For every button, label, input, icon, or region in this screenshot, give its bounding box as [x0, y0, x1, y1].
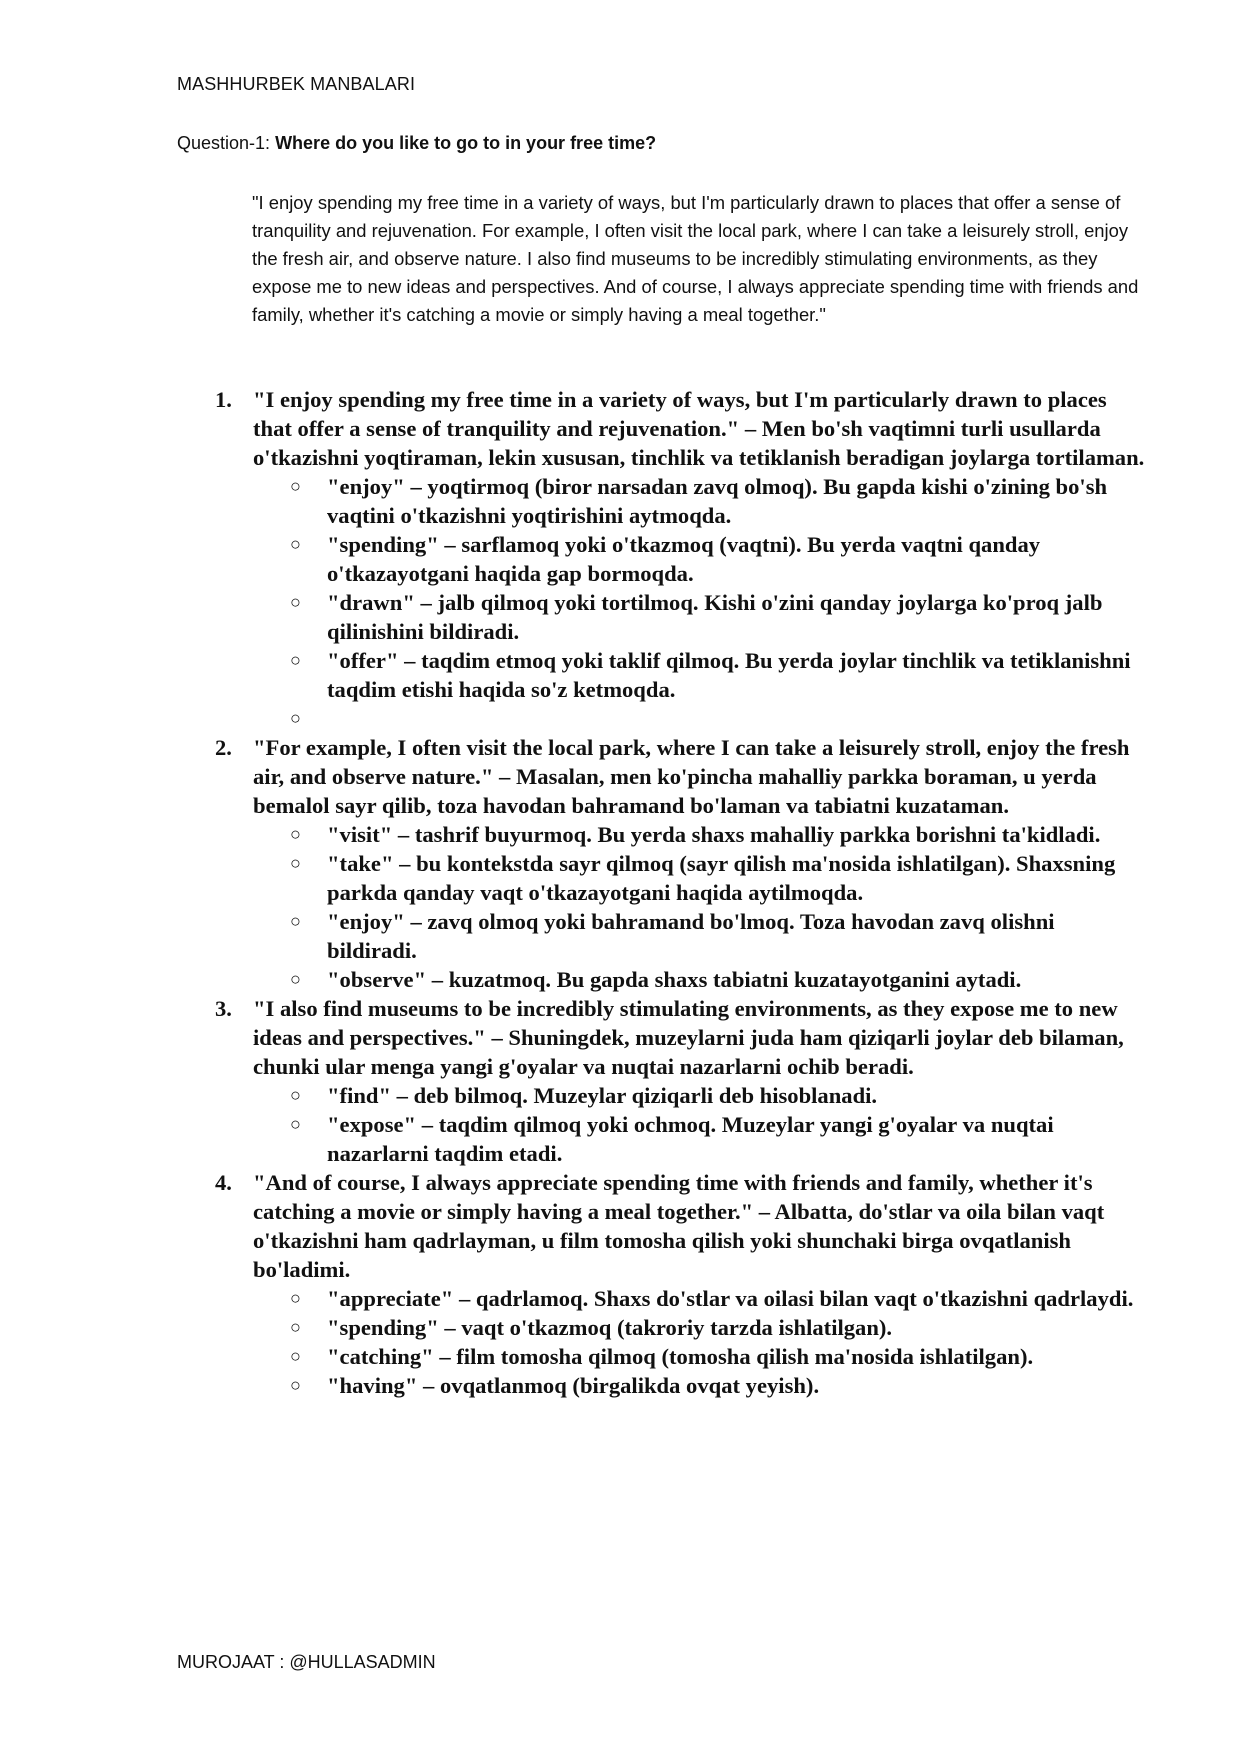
vocabulary-item: ○ "enjoy" – yoqtirmoq (biror narsadan zavq olmoq). Bu gapda kishi o'zining bo'sh vaqtini o'tkazishni yoqtirishini aytmoqda. — [290, 474, 1108, 528]
vocabulary-list — [253, 820, 1148, 994]
circle-bullet-icon: ○ — [290, 534, 301, 554]
item-text: "I enjoy spending my free time in a variety of ways, but I'm particularly drawn to places that offer a sense of tranquility and rejuvenation." – Men bo'sh vaqtimni turli usullarda o'tkazishni yoqtiraman, lekin xususan, tinchlik va tetiklanish beradigan joylarga tortilaman. — [253, 387, 1145, 470]
vocabulary-item: ○ "spending" – sarflamoq yoki o'tkazmoq (vaqtni). Bu yerda vaqtni qanday o'tkazayotgani haqida gap bormoqda. — [290, 532, 1041, 586]
circle-bullet-icon: ○ — [290, 592, 301, 612]
vocabulary-item: ○ "observe" – kuzatmoq. Bu gapda shaxs tabiatni kuzatayotganini aytadi. — [290, 967, 1022, 992]
list-item — [0, 385, 1240, 733]
circle-bullet-icon: ○ — [290, 1346, 301, 1366]
circle-bullet-icon: ○ — [290, 1114, 301, 1134]
item-number: 4. — [215, 1170, 232, 1195]
vocabulary-item: ○ "appreciate" – qadrlamoq. Shaxs do'stlar va oilasi bilan vaqt o'tkazishni qadrlaydi. — [290, 1286, 1134, 1311]
circle-bullet-icon: ○ — [290, 1317, 301, 1337]
vocabulary-item: ○ "find" – deb bilmoq. Muzeylar qiziqarli deb hisoblanadi. — [290, 1083, 878, 1108]
circle-bullet-icon: ○ — [290, 1288, 301, 1308]
question-text: Where do you like to go to in your free time? — [275, 133, 657, 153]
list-item — [0, 733, 1240, 994]
question-label: Question-1: — [177, 133, 276, 153]
list-item — [0, 994, 1240, 1168]
vocabulary-item: ○ "drawn" – jalb qilmoq yoki tortilmoq. Kishi o'zini qanday joylarga ko'proq jalb qilinishini bildiradi. — [290, 590, 1103, 644]
vocabulary-item: ○ "offer" – taqdim etmoq yoki taklif qilmoq. Bu yerda joylar tinchlik va tetiklanishni taqdim etishi haqida so'z ketmoqda. — [290, 648, 1131, 702]
vocabulary-item: ○ "enjoy" – zavq olmoq yoki bahramand bo'lmoq. Toza havodan zavq olishni bildiradi. — [290, 909, 1055, 963]
vocabulary-item: ○ "expose" – taqdim qilmoq yoki ochmoq. Muzeylar yangi g'oyalar va nuqtai nazarlarni taqdim etadi. — [290, 1112, 1054, 1166]
circle-bullet-icon: ○ — [290, 824, 301, 844]
circle-bullet-icon: ○ — [290, 853, 301, 873]
circle-bullet-icon: ○ — [290, 1375, 301, 1395]
vocabulary-list — [253, 472, 1148, 733]
list-item — [0, 1168, 1240, 1400]
circle-bullet-icon: ○ — [290, 1085, 301, 1105]
vocabulary-item: ○ "visit" – tashrif buyurmoq. Bu yerda shaxs mahalliy parkka borishni ta'kidladi. — [290, 822, 1101, 847]
vocabulary-item: ○ "having" – ovqatlanmoq (birgalikda ovqat yeyish). — [290, 1373, 820, 1398]
page-header: MASHHURBEK MANBALARI — [177, 74, 416, 94]
vocabulary-item: ○ "catching" – film tomosha qilmoq (tomosha qilish ma'nosida ishlatilgan). — [290, 1344, 1034, 1369]
vocabulary-list — [253, 1081, 1148, 1168]
circle-bullet-icon: ○ — [290, 969, 301, 989]
vocabulary-item-empty — [253, 704, 1148, 733]
item-text: "For example, I often visit the local park, where I can take a leisurely stroll, enjoy the fresh air, and observe nature." – Masalan, men ko'pincha mahalliy parkka boraman, u yerda bemalol sayr qilib, toza havodan bahramand bo'laman va tabiatni kuzataman. — [253, 735, 1130, 818]
sentence-breakdown-list — [0, 385, 1240, 1400]
item-text: "I also find museums to be incredibly stimulating environments, as they expose me to new ideas and perspectives." – Shuningdek, muzeylarni juda ham qiziqarli joylar deb bilaman, chunki ular menga yangi g'oyalar va nuqtai nazarlarni ochib beradi. — [253, 996, 1124, 1079]
vocabulary-list — [253, 1284, 1148, 1400]
intro-answer-paragraph: "I enjoy spending my free time in a variety of ways, but I'm particularly drawn to places that offer a sense of tranquility and rejuvenation. For example, I often visit the local park, where I can take a leisurely stroll, enjoy the fresh air, and observe nature. I also find museums to be incredibly stimulating environments, as they expose me to new ideas and perspectives. And of course, I always appreciate spending time with friends and family, whether it's catching a movie or simply having a meal together." — [252, 192, 1139, 325]
page-footer: MUROJAAT : @HULLASADMIN — [177, 1652, 436, 1672]
question-heading — [177, 133, 656, 154]
item-number: 3. — [215, 996, 232, 1021]
item-number: 1. — [215, 387, 232, 412]
item-text: "And of course, I always appreciate spending time with friends and family, whether it's catching a movie or simply having a meal together." – Albatta, do'stlar va oila bilan vaqt o'tkazishni ham qadrlayman, u film tomosha qilish yoki shunchaki birga ovqatlanish bo'ladimi. — [253, 1170, 1105, 1282]
vocabulary-item: ○ "take" – bu kontekstda sayr qilmoq (sayr qilish ma'nosida ishlatilgan). Shaxsning parkda qanday vaqt o'tkazayotgani haqida aytilmoqda. — [290, 851, 1116, 905]
circle-bullet-icon: ○ — [290, 708, 301, 728]
circle-bullet-icon: ○ — [290, 650, 301, 670]
vocabulary-item: ○ "spending" – vaqt o'tkazmoq (takroriy tarzda ishlatilgan). — [290, 1315, 893, 1340]
circle-bullet-icon: ○ — [290, 911, 301, 931]
item-number: 2. — [215, 735, 232, 760]
circle-bullet-icon: ○ — [290, 476, 301, 496]
